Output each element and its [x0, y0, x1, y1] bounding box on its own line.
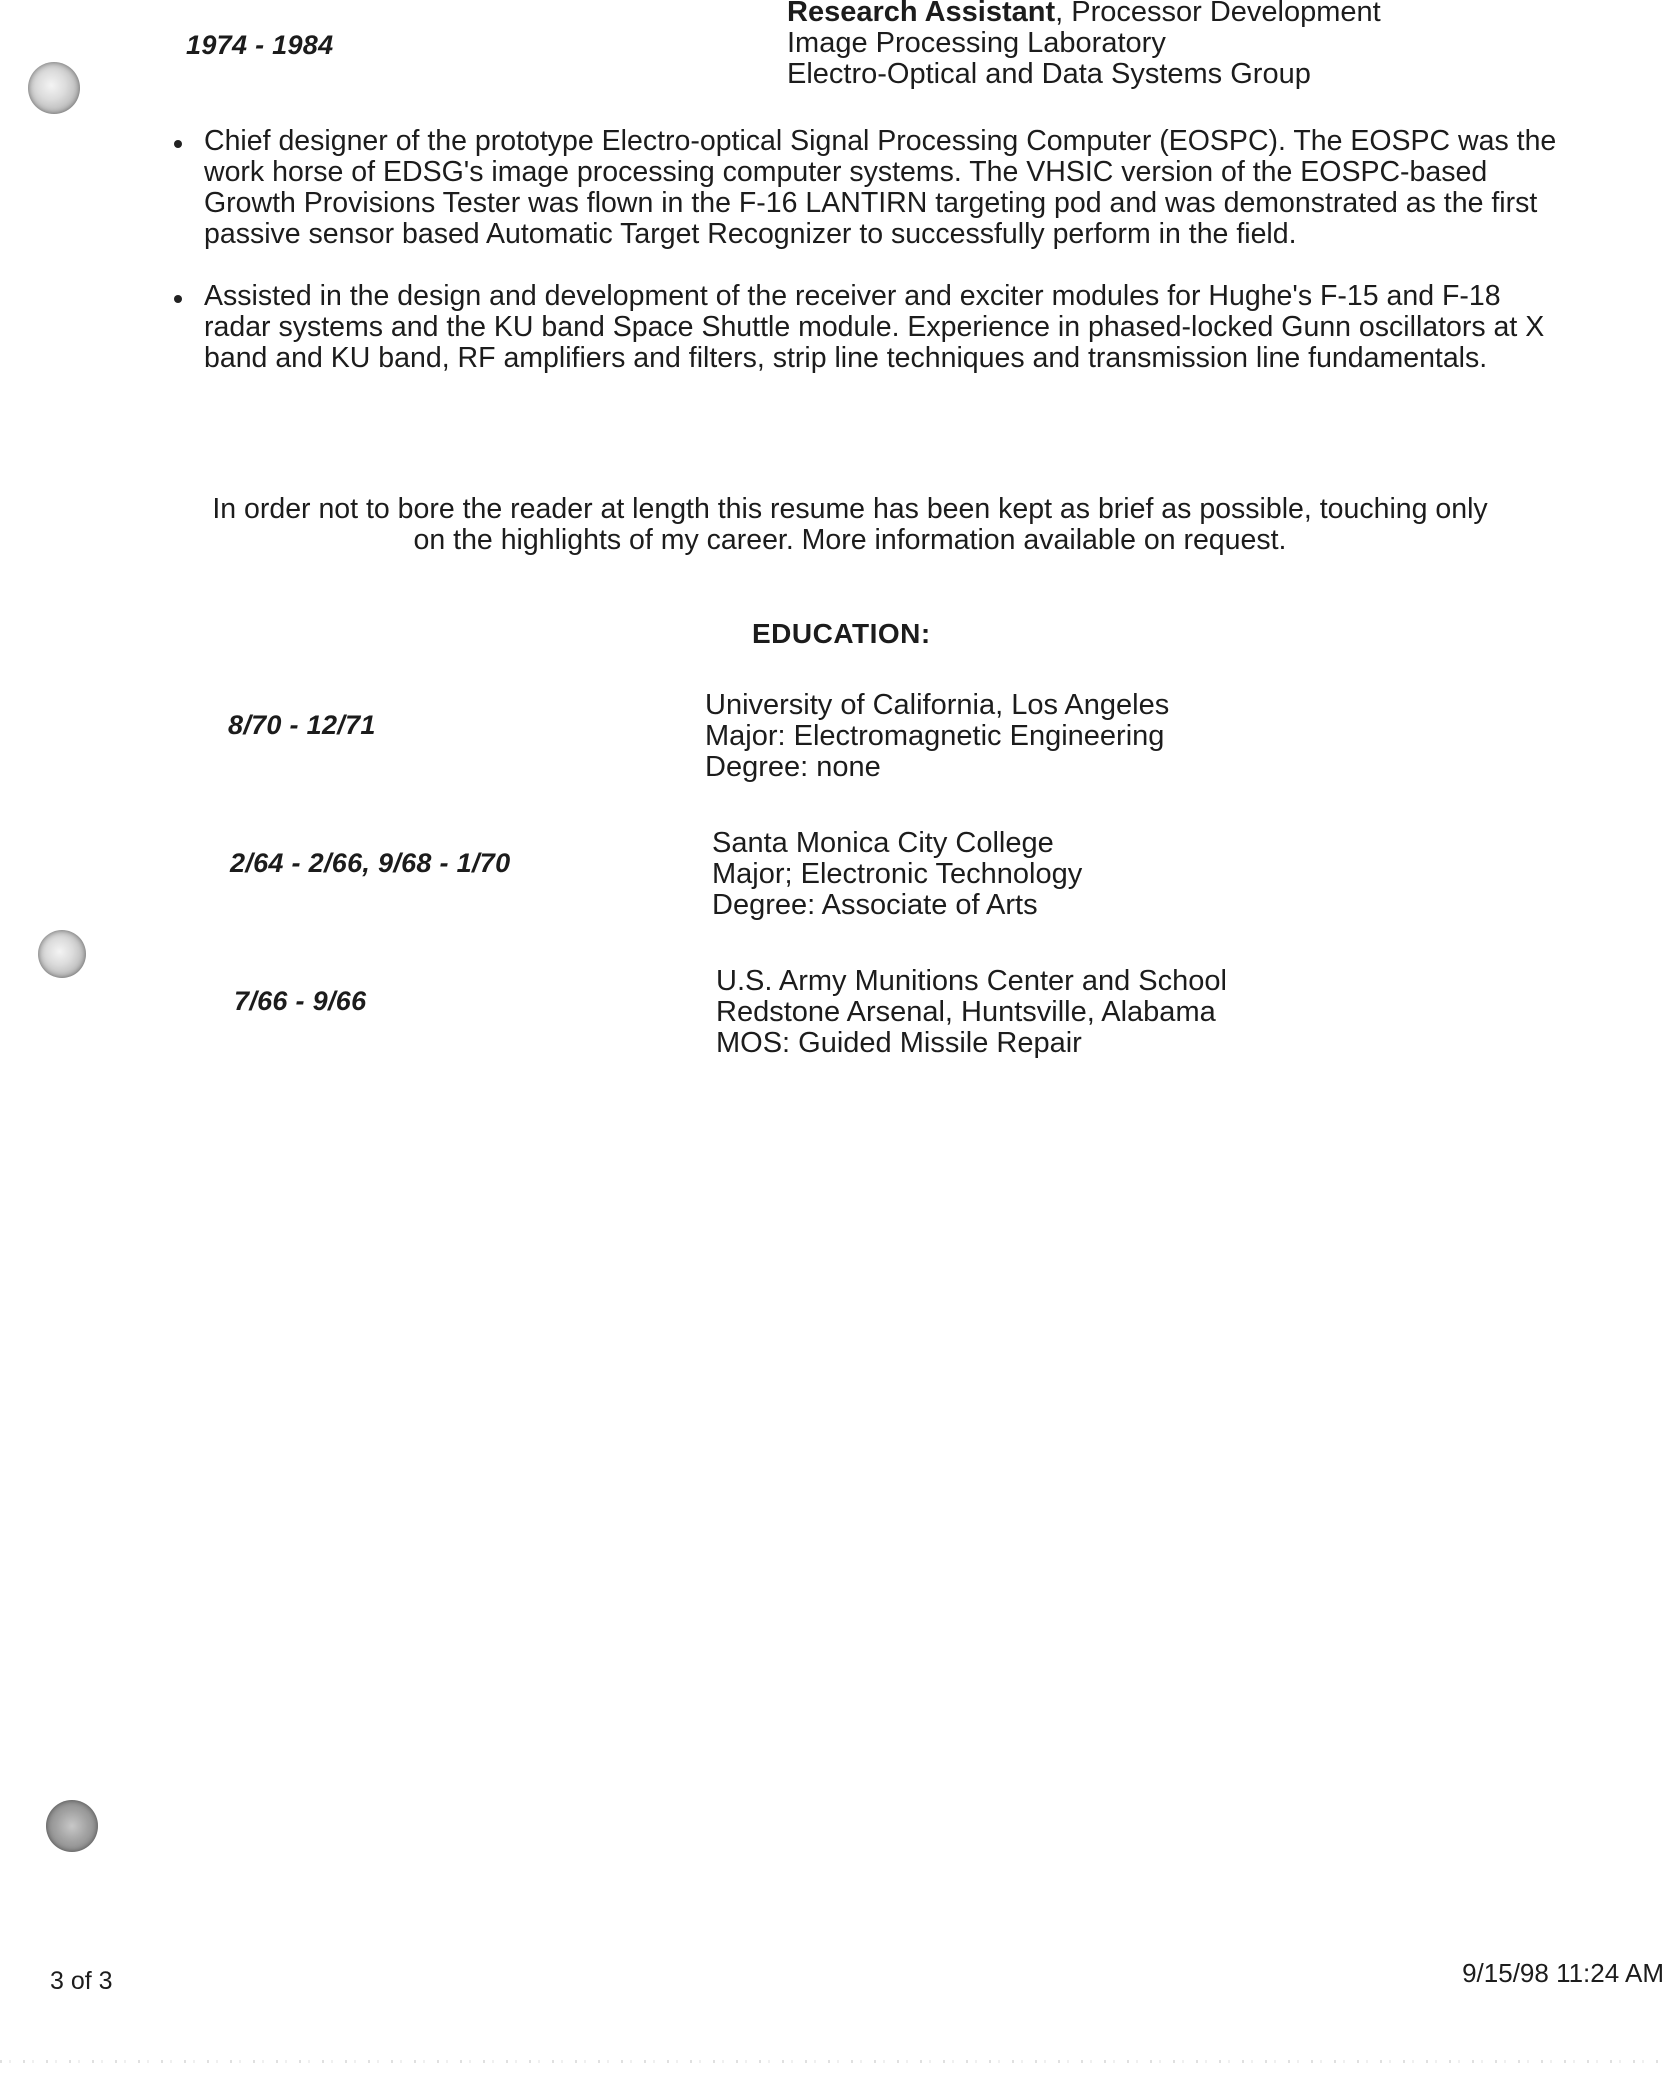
education-school: Santa Monica City College [712, 827, 1054, 859]
education-dates-ucla: 8/70 - 12/71 [228, 710, 376, 740]
achievement-text: Chief designer of the prototype Electro-optical Signal Processing Computer (EOSPC). The EOSPC was the work horse of EDSG's image processing computer systems. The VHSIC version of the EOSPC-based Growth Provisions Tester was flown in the F-16 LANTIRN targeting pod and was demonstrated as the first passive sensor based Automatic Target Recognizer to successfully perform in the field. [204, 125, 1557, 250]
position-details [787, 0, 1381, 90]
education-dates-army: 7/66 - 9/66 [234, 986, 367, 1016]
education-mos: MOS: Guided Missile Repair [716, 1027, 1082, 1059]
position-dates: 1974 - 1984 [186, 30, 334, 60]
education-major: Major: Electromagnetic Engineering [705, 720, 1165, 752]
education-heading: EDUCATION: [752, 618, 931, 649]
achievement-item [170, 126, 1570, 250]
education-entry-ucla [705, 690, 1169, 783]
achievement-list [170, 126, 1570, 405]
page-number: 3 of 3 [50, 1967, 113, 1995]
position-department: , Processor Development [1055, 0, 1381, 28]
scan-artifact [0, 2060, 1664, 2063]
education-degree: Degree: Associate of Arts [712, 889, 1038, 921]
position-title: Research Assistant [787, 0, 1056, 28]
education-degree: Degree: none [705, 751, 881, 783]
closing-statement [150, 494, 1550, 556]
education-school: U.S. Army Munitions Center and School [716, 965, 1227, 997]
bullet-icon [174, 295, 182, 303]
position-group: Electro-Optical and Data Systems Group [787, 58, 1311, 90]
punch-hole-bottom [46, 1800, 98, 1852]
education-entry-army [716, 966, 1227, 1059]
achievement-item [170, 281, 1570, 374]
education-location: Redstone Arsenal, Huntsville, Alabama [716, 996, 1216, 1028]
closing-line-1: In order not to bore the reader at length this resume has been kept as brief as possible, touching only [212, 493, 1488, 525]
punch-hole-top [28, 62, 80, 114]
education-major: Major; Electronic Technology [712, 858, 1083, 890]
punch-hole-middle [38, 930, 86, 978]
position-lab: Image Processing Laboratory [787, 27, 1166, 59]
print-timestamp: 9/15/98 11:24 AM [1462, 1958, 1664, 1988]
education-dates-smcc: 2/64 - 2/66, 9/68 - 1/70 [230, 848, 511, 878]
position-title-line [787, 0, 1381, 28]
bullet-icon [174, 140, 182, 148]
closing-line-2: on the highlights of my career. More information available on request. [413, 524, 1287, 556]
education-entry-smcc [712, 828, 1082, 921]
achievement-text: Assisted in the design and development of the receiver and exciter modules for Hughe's F-15 and F-18 radar systems and the KU band Space Shuttle module. Experience in phased-locked Gunn oscillators at X band and KU band, RF amplifiers and filters, strip line techniques and transmission line fundamentals. [204, 280, 1545, 374]
education-school: University of California, Los Angeles [705, 689, 1170, 721]
